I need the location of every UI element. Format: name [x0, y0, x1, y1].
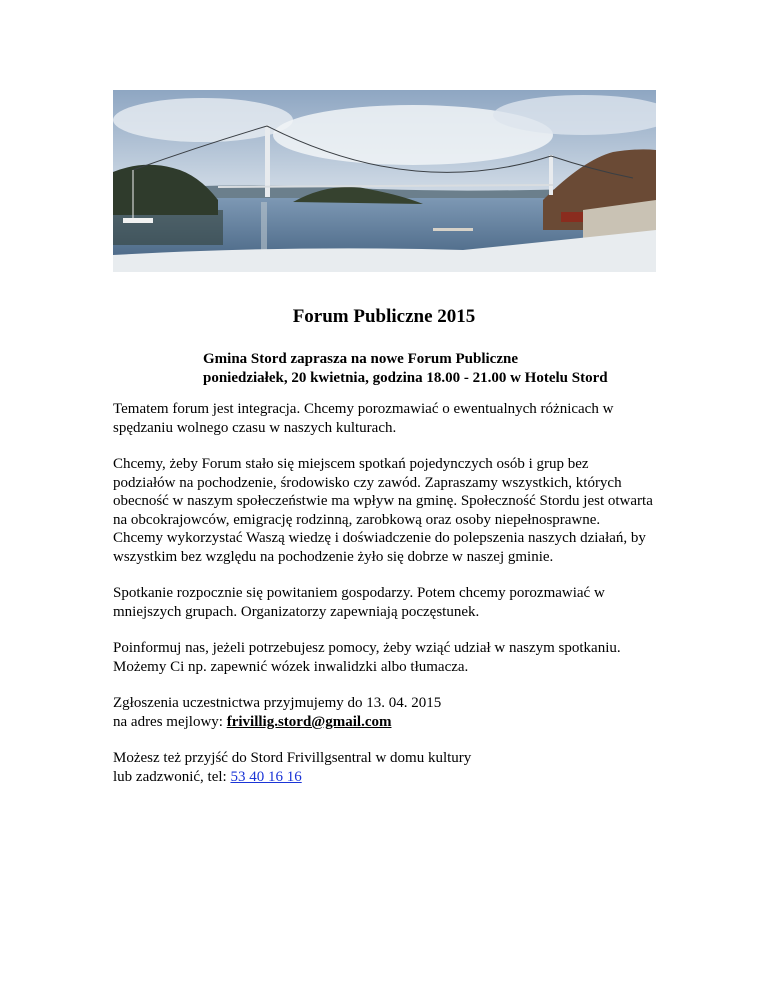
text-line: Chcemy wykorzystać Waszą wiedzę i doświadczenie do polepszenia naszych działań, by: [113, 530, 646, 546]
text-line: Zgłoszenia uczestnictwa przyjmujemy do 13. 04. 2015: [113, 695, 442, 711]
paragraph-purpose: [113, 455, 658, 566]
invitation-line: Gmina Stord zaprasza na nowe Forum Publiczne: [203, 351, 518, 367]
phone-line: [113, 768, 658, 787]
text-line: spędzaniu wolnego czasu w naszych kulturach.: [113, 419, 397, 436]
text-line: Możemy Ci np. zapewnić wózek inwalidzki albo tłumacza.: [113, 658, 469, 675]
text-line: podziałów na pochodzenie, środowisko czy zawód. Zapraszamy wszystkich, których: [113, 474, 622, 491]
text-line: mniejszych grupach. Organizatorzy zapewniają poczęstunek.: [113, 603, 480, 620]
paragraph-registration: [113, 694, 658, 731]
invitation-block: [203, 350, 608, 388]
event-details-line: poniedziałek, 20 kwietnia, godzina 18.00 - 21.00 w Hotelu Stord: [203, 370, 608, 386]
bridge-fjord-photo-icon: [113, 90, 656, 272]
text-line: Możesz też przyjść do Stord Frivillgsentral w domu kultury: [113, 750, 472, 766]
paragraph-contact: [113, 749, 658, 786]
paragraph-agenda: [113, 584, 658, 621]
header-photo: [113, 90, 656, 272]
email-line: [113, 713, 658, 732]
text-line: na obcokrajowców, emigrację rodzinną, zarobkową oraz osoby niepełnosprawne.: [113, 511, 601, 528]
phone-prefix: lub zadzwonić, tel:: [113, 768, 231, 785]
text-line: Tematem forum jest integracja. Chcemy porozmawiać o ewentualnych różnicach w: [113, 401, 614, 417]
email-prefix: na adres mejlowy:: [113, 713, 227, 730]
paragraph-topic: [113, 400, 658, 437]
body-text: [113, 400, 658, 804]
email-link[interactable]: frivillig.stord@gmail.com: [226, 713, 392, 730]
text-line: obecność w naszym społeczeństwie ma wpływ na gminę. Społeczność Stordu jest otwarta: [113, 493, 653, 509]
text-line: wszystkim bez względu na pochodzenie żyło się dobrze w naszej gminie.: [113, 548, 554, 565]
text-line: Spotkanie rozpocznie się powitaniem gospodarzy. Potem chcemy porozmawiać w: [113, 585, 605, 601]
paragraph-assistance: [113, 639, 658, 676]
page-title: Forum Publiczne 2015: [292, 306, 476, 327]
text-line: Chcemy, żeby Forum stało się miejscem spotkań pojedynczych osób i grup bez: [113, 456, 589, 472]
phone-link[interactable]: 53 40 16 16: [230, 768, 302, 785]
text-line: Poinformuj nas, jeżeli potrzebujesz pomocy, żeby wziąć udział w naszym spotkaniu.: [113, 640, 621, 656]
